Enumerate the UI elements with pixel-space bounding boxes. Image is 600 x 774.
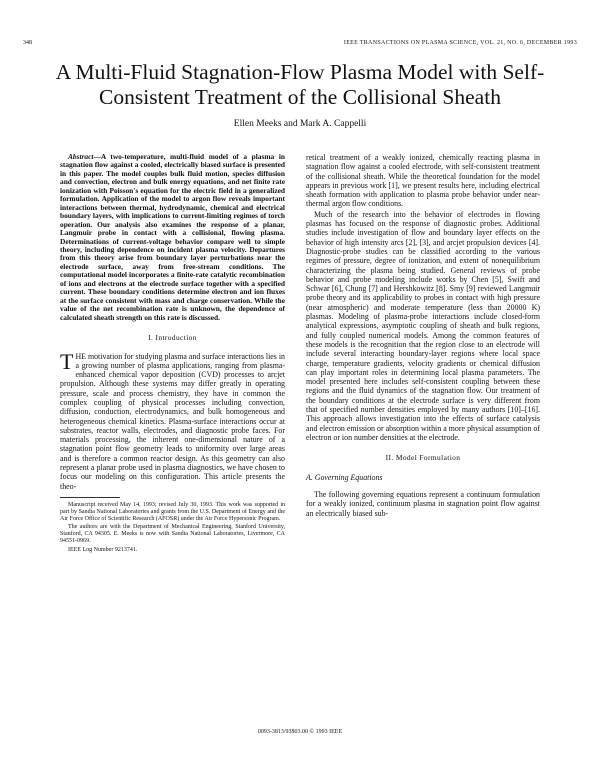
right-paragraph-3: The following governing equations represent a continuum formulation for a weakly ionized, continuum plasma in stagnation point flow against an electrically biased sub- [306,489,540,518]
section-heading-introduction: I. Introduction [148,333,197,343]
paper-title: A Multi-Fluid Stagnation-Flow Plasma Model with Self-Consistent Treatment of the Collisional Sheath [55,60,545,109]
intro-text: HE motivation for studying plasma and surface interactions lies in a growing number of plasma applications, ranging from plasma-enhanced chemical vapor deposition (CVD) processes to arcjet propulsion. Although these systems may differ greatly in operating pressure, scale and process chemistry, they have in common the complex coupling of physical processes including convection, diffusion, conduction, electrodynamics, and bulk homogeneous and heterogeneous chemical kinetics. Plasma-surface interactions occur at substrates, reactor walls, electrodes, and diagnostic probe faces. For materials processing, the inherent one-dimensional nature of a stagnation point flow geometry leads to uniformity over large areas and is therefore a common reactor design. As this geometry can also represent a planar probe used in plasma diagnostics, we have chosen to focus our modeling on this configuration. This article presents the theo- [60,351,285,491]
running-head [23,40,577,50]
footnote-manuscript: Manuscript received May 14, 1993; revised July 30, 1993. This work was supported in part by Sandia National Laboratories and grants from the U.S. Department of Energy and the Air Force Office of Scientific Research (AFOSR) under the Air Force Hypersonic Program. [60,501,285,523]
drop-cap: T [60,348,74,374]
footnote-affiliation: The authors are with the Department of Mechanical Engineering, Stanford University, Stanford, CA 94305. E. Meeks is now with Sandia National Laboratories, Livermore, CA 94551-0969. [60,524,285,545]
abstract-text: A two-temperature, multi-fluid model of a plasma in stagnation flow against a cooled, electrically biased surface is presented in this paper. The model couples bulk fluid motion, species diffusion and convection, electron and bulk energy equations, and net finite rate ionization with Poisson's equation for the electric field in a generalized formulation. Application of the model to argon flow reveals important interactions between thermal, hydrodynamic, chemical and electrical boundary layers, with implications to current-limiting regimes of torch operation. Our analysis also examines the response of a planar, Langmuir probe in contact with a collisional, flowing plasma. Determinations of current-voltage behavior compare well to simple theory, including dependence on incident plasma velocity. Departures from this theory arise from boundary layer perturbations near the electrode surface, away from free-stream conditions. The computational model incorporates a finite-rate catalytic recombination of ions and electrons at the electrode surface together with a specified current. These boundary conditions determine electron and ion fluxes at the surface consistent with mass and charge conservation. While the value of the net recombination rate is unknown, the dependence of calculated sheath strength on this rate is discussed. [60,152,285,322]
intro-paragraph [60,348,285,491]
right-column [306,153,540,519]
page-number: 348 [23,40,32,46]
footnote-rule [60,497,120,498]
abstract [60,153,285,322]
section-heading-model: II. Model Formulation [385,453,461,463]
copyright-code: 0093-3813/93$03.00 © 1993 IEEE [257,729,343,735]
abstract-label: Abstract— [68,152,101,161]
left-column [60,153,285,555]
subsection-heading: A. Governing Equations [306,472,383,482]
footnote-log-number: IEEE Log Number 9213741. [68,546,138,553]
right-paragraph-1: retical treatment of a weakly ionized, chemically reacting plasma in stagnation flow against a cooled electrode, with self-consistent treatment of the collisional sheath. While the theoretical foundation for the model appears in previous work [1], we present results here, including electrical sheath formation with application to plasma probe behavior under near-thermal argon flow conditions. [306,153,540,209]
authors: Ellen Meeks and Mark A. Cappelli [233,119,367,129]
journal-header: IEEE TRANSACTIONS ON PLASMA SCIENCE, VOL. 21, NO. 6, DECEMBER 1993 [343,40,577,46]
right-paragraph-2: Much of the research into the behavior of electrodes in flowing plasmas has focused on the response of diagnostic probes. Additional studies include investigation of flow and boundary layer effects on the behavior of high intensity arcs [2], [3], and arcjet propulsion devices [4]. Diagnostic-probe studies can be classified according to the various regimes of pressure, degree of ionization, and extent of nonequilibrium characterizing the plasma being studied. General reviews of probe behavior and probe modeling include works by Chen [5], Swift and Schwar [6], Chung [7] and Hershkowitz [8]. Smy [9] reviewed Langmuir probe theory and its applicability to probes in contact with high pressure (near atmospheric) and moderate temperature (less than 20000 K) plasmas. Modeling of plasma-probe interactions include closed-form analytical expressions, asymptotic coupling of sheath and bulk regions, and fully coupled numerical models. Among the common features of these models is the recognition that the region close to an electrode will include several interacting boundary-layer regions where local space charge, temperature gradients, velocity gradients or chemical diffusion can play important roles in determining local plasma parameters. The model presented here includes self-consistent coupling between these regions and the fluid dynamics of the stagnation flow. Our treatment of the boundary conditions at the electrode surface is very different from that of specified number densities employed by many authors [10]–[16]. This approach allows investigation into the effects of surface catalysis and electron emission or absorption within a more physical assumption of electron or ion number densities at the electrode. [306,209,540,442]
